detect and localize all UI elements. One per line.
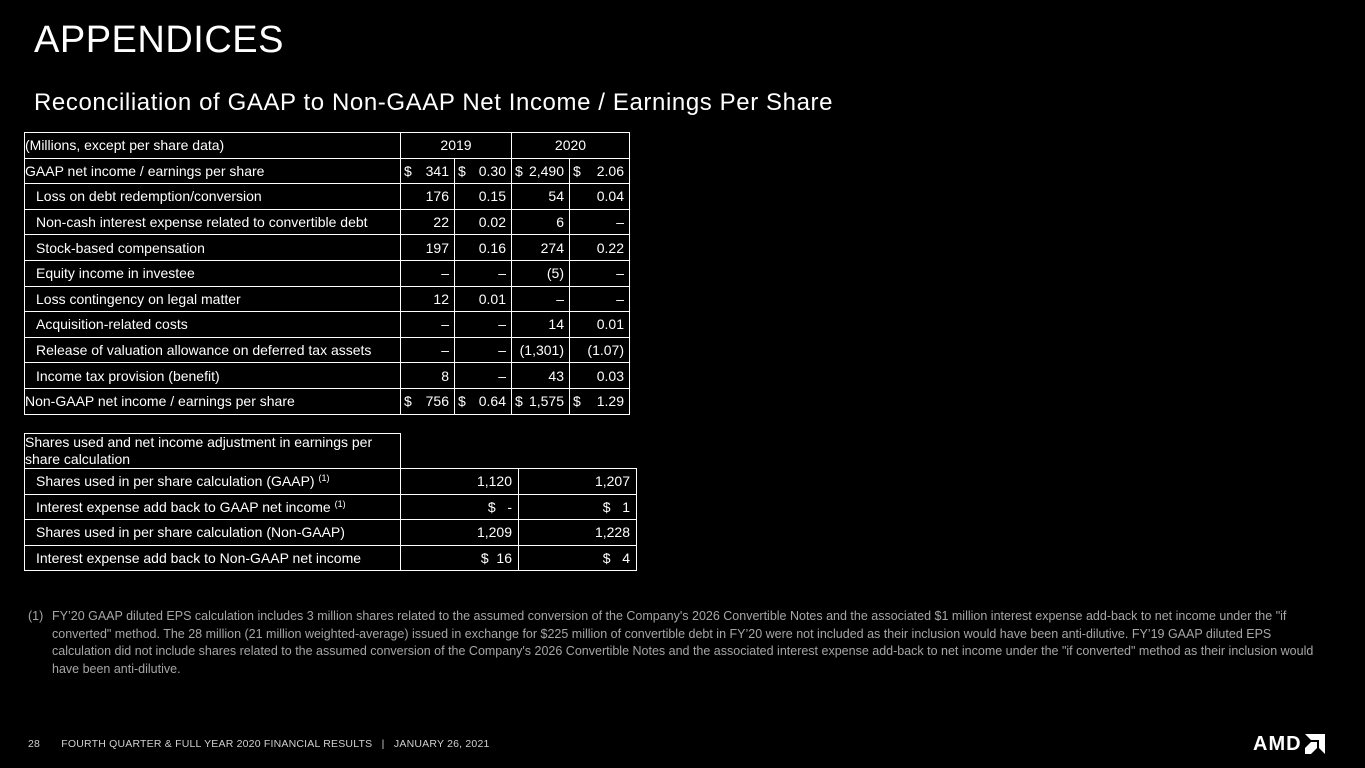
footnote-text: FY’20 GAAP diluted EPS calculation includes 3 million shares related to the assumed conversion of the Company's 2026 Convertible Notes and the associated $1 million interest expense add-back to net income under the "if converted" method. The 28 million (21 million weighted-average) issued in exchange for $225 million of convertible debt in FY’20 were not included as their inclusion would have been anti-dilutive. FY’19 GAAP diluted EPS calculation did not include shares related to the assumed conversion of the Company's 2026 Convertible Notes and the associated interest expense add-back to net income under the "if converted" method as their inclusion would have been anti-dilutive. [52,609,1314,676]
row-label: Equity income in investee [25,260,401,286]
footnote [28,608,1328,678]
table-row [25,184,630,210]
cell-2019: $ 16 [401,545,519,571]
cell-2020-amount: (5) [512,260,570,286]
row-label: Loss contingency on legal matter [25,286,401,312]
cell-2020: $ 4 [519,545,637,571]
table-row [25,312,630,338]
cell-2019-eps: – [455,260,512,286]
cell-2020-amount: $ 2,490 [512,158,570,184]
cell-2019-amount: – [401,337,455,363]
cell-2020-amount: 274 [512,235,570,261]
cell-2020-eps: 0.04 [570,184,630,210]
cell-2019-amount: – [401,260,455,286]
cell-2019-eps: $ 0.64 [455,388,512,414]
table-row [25,286,630,312]
table-row [25,209,630,235]
row-label: Acquisition-related costs [25,312,401,338]
table-row [25,494,637,520]
cell-2019-amount: 12 [401,286,455,312]
cell-2020-eps: $ 1.29 [570,388,630,414]
cell-2019-amount: 22 [401,209,455,235]
amd-logo [1253,734,1325,754]
footer-text: FOURTH QUARTER & FULL YEAR 2020 FINANCIAL RESULTS | JANUARY 26, 2021 [61,738,490,750]
row-label: Interest expense add back to Non-GAAP net income [25,545,401,571]
table-row [25,545,637,571]
cell-2020-eps: (1.07) [570,337,630,363]
cell-2019-amount: $ 756 [401,388,455,414]
cell-2020-amount: 6 [512,209,570,235]
table-row [25,363,630,389]
cell-2020-amount: (1,301) [512,337,570,363]
table-row [25,158,630,184]
cell-2020-eps: $ 2.06 [570,158,630,184]
column-header-2019: 2019 [401,133,512,159]
cell-2019-amount: 197 [401,235,455,261]
row-label: Interest expense add back to GAAP net income $^{(1)}$ [25,494,401,520]
cell-2020: $ 1 [519,494,637,520]
cell-2020: 1,228 [519,520,637,546]
cell-2019-eps: – [455,337,512,363]
table-row [25,260,630,286]
cell-2019-amount: $ 341 [401,158,455,184]
cell-2019-eps: 0.15 [455,184,512,210]
cell-2020-amount: $ 1,575 [512,388,570,414]
cell-2020-eps: 0.22 [570,235,630,261]
cell-2019-eps: – [455,312,512,338]
logo-text: AMD [1253,733,1302,755]
cell-2019-eps: 0.16 [455,235,512,261]
cell-2019-amount: – [401,312,455,338]
cell-2020-eps: – [570,209,630,235]
shares-header-label: Shares used and net income adjustment in earnings per share calculation [25,434,401,469]
cell-2020-amount: – [512,286,570,312]
cell-2019-eps: – [455,363,512,389]
amd-arrow-icon [1305,734,1325,754]
cell-2019-eps: $ 0.30 [455,158,512,184]
footnote-marker: (1) [28,609,44,623]
row-label: Non-cash interest expense related to convertible debt [25,209,401,235]
cell-2019: 1,209 [401,520,519,546]
reconciliation-table [24,132,630,415]
row-label: Shares used in per share calculation (GAAP) $^{(1)}$ [25,469,401,495]
page-title: APPENDICES [34,19,284,61]
cell-2019-amount: 8 [401,363,455,389]
row-label: Non-GAAP net income / earnings per share [25,388,401,414]
cell-2020-amount: 54 [512,184,570,210]
cell-2020-amount: 43 [512,363,570,389]
table-row [25,235,630,261]
row-label: Stock-based compensation [25,235,401,261]
table-row [25,388,630,414]
table-header-row [25,133,630,159]
shares-header-row [25,434,637,469]
row-label: GAAP net income / earnings per share [25,158,401,184]
table-row [25,337,630,363]
column-header-label: (Millions, except per share data) [25,133,401,159]
cell-2019: 1,120 [401,469,519,495]
row-label: Release of valuation allowance on deferred tax assets [25,337,401,363]
row-label: Shares used in per share calculation (Non-GAAP) [25,520,401,546]
cell-2019-amount: 176 [401,184,455,210]
cell-2019: $ - [401,494,519,520]
table-row [25,469,637,495]
page-subtitle: Reconciliation of GAAP to Non-GAAP Net Income / Earnings Per Share [34,89,834,116]
cell-2020-amount: 14 [512,312,570,338]
cell-2019-eps: 0.01 [455,286,512,312]
shares-table [24,433,637,571]
cell-2020-eps: 0.03 [570,363,630,389]
cell-2019-eps: 0.02 [455,209,512,235]
cell-2020-eps: 0.01 [570,312,630,338]
row-label: Loss on debt redemption/conversion [25,184,401,210]
cell-2020: 1,207 [519,469,637,495]
column-header-2020: 2020 [512,133,630,159]
cell-2020-eps: – [570,260,630,286]
cell-2020-eps: – [570,286,630,312]
footer [28,738,490,750]
row-label: Income tax provision (benefit) [25,363,401,389]
page-number: 28 [28,738,41,750]
table-row [25,520,637,546]
